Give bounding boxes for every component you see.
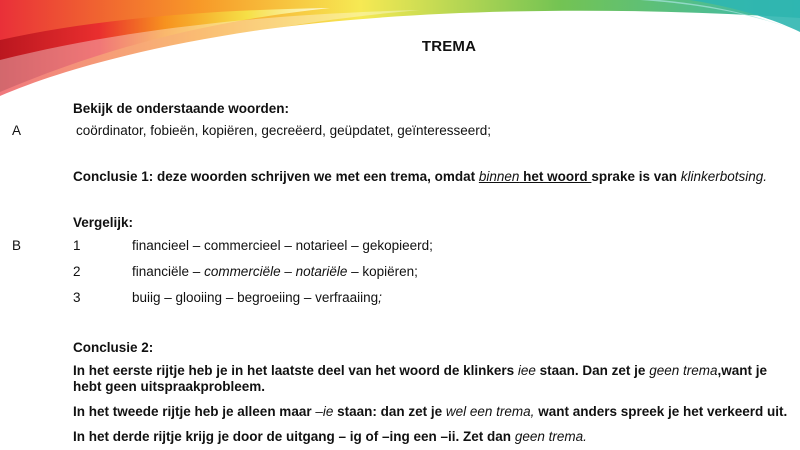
row-1-text: financieel – commercieel – notarieel – gekopieerd; (132, 238, 433, 253)
section-b-heading: Vergelijk: (73, 215, 134, 230)
line-1-iee: iee (517, 363, 536, 378)
line-3-ie: –ie (315, 404, 334, 419)
line-3-c: want anders spreek je het verkeerd uit. (534, 404, 788, 419)
section-a-words: coördinator, fobieën, kopiëren, gecreëerd, geüpdatet, geïnteresseerd; (76, 123, 492, 138)
conclusion-2-line-3 (73, 404, 787, 420)
conclusion-1-het-woord: het woord (519, 169, 592, 184)
conclusion-1-part1: Conclusie 1: deze woorden schrijven we met een trema, omdat (73, 169, 479, 184)
conclusion-2-line-2: hebt geen uitspraakprobleem. (73, 379, 266, 394)
conclusion-2-line-1 (73, 363, 767, 379)
row-1-number: 1 (73, 238, 81, 253)
row-3-tail: ; (378, 290, 382, 305)
conclusion-1 (73, 169, 767, 185)
conclusion-1-part2: sprake is van (591, 169, 681, 184)
conclusion-2-line-4 (73, 429, 587, 445)
section-a-label: A (12, 123, 22, 138)
row-3-text (132, 290, 382, 306)
line-1-b: staan. Dan zet je (535, 363, 650, 378)
line-3-b: staan: dan zet je (333, 404, 446, 419)
section-a-heading: Bekijk de onderstaande woorden: (73, 101, 290, 116)
row-2-part-a: financiële – (132, 264, 205, 279)
line-3-a: In het tweede rijtje heb je alleen maar (73, 404, 316, 419)
row-2-text (132, 264, 418, 280)
line-1-geen-trema: geen trema (649, 363, 718, 378)
line-4-geen-trema: geen trema. (514, 429, 587, 444)
conclusion-1-binnen: binnen (478, 169, 520, 184)
line-4-a: In het derde rijtje krijg je door de uitgang – ig of –ing een –ii. Zet dan (73, 429, 515, 444)
row-2-part-c: – kopiëren; (347, 264, 418, 279)
line-1-c: ,want je (717, 363, 768, 378)
line-1-a: In het eerste rijtje heb je in het laatste deel van het woord de klinkers (73, 363, 518, 378)
slide-title: TREMA (421, 38, 477, 55)
row-3-words: buiig – glooiing – begroeiing – verfraaiing (132, 290, 379, 305)
row-3-number: 3 (73, 290, 81, 305)
decorative-swoosh (0, 0, 800, 110)
conclusion-2-heading: Conclusie 2: (73, 340, 154, 355)
section-b-label: B (12, 238, 22, 253)
conclusion-1-klinkerbotsing: klinkerbotsing. (680, 169, 768, 184)
line-3-wel-trema: wel een trema, (445, 404, 535, 419)
row-2-part-b: commerciële – notariële (204, 264, 348, 279)
row-2-number: 2 (73, 264, 81, 279)
